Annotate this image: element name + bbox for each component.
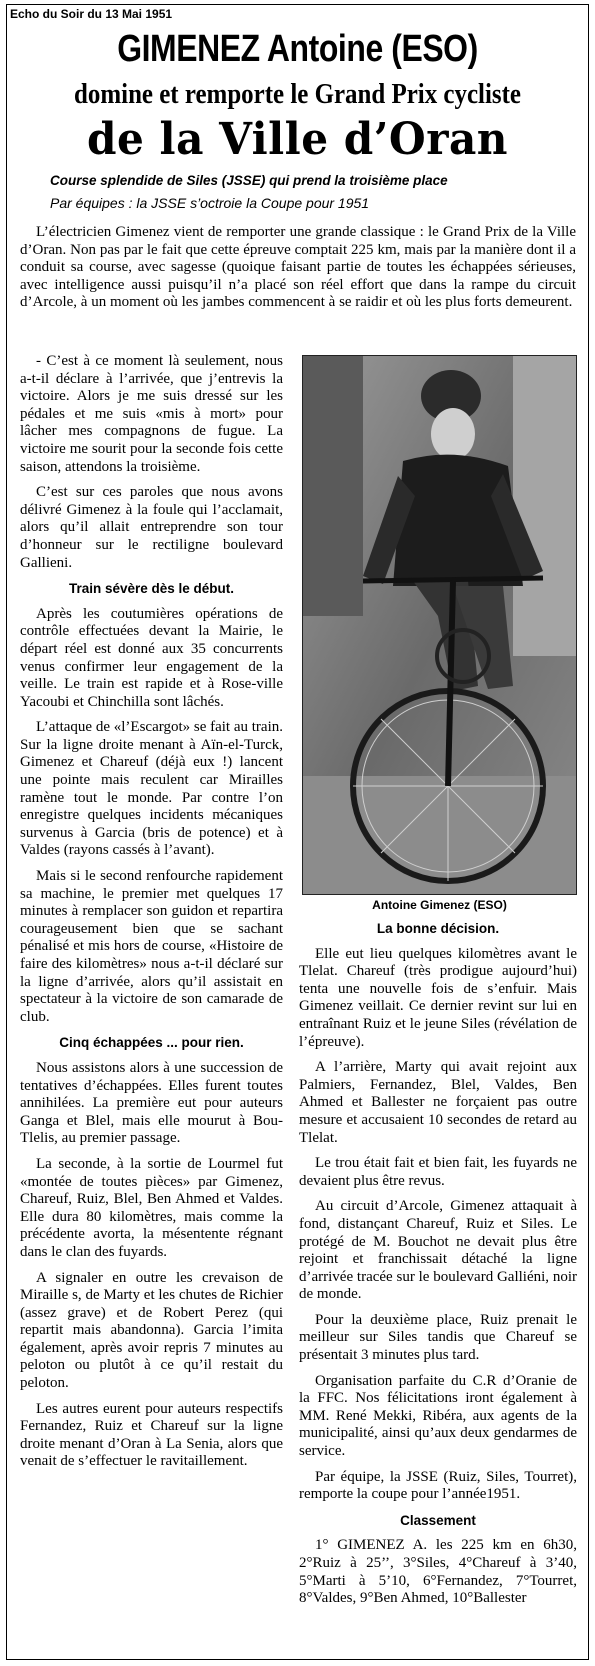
headline-large: de la Ville d’Oran <box>86 114 508 165</box>
paragraph: Organisation parfaite du C.R d’Oranie de la FFC. Nos félicitations iront également à MM. René Mekki, Ribéra, aux agents de la municipalité, ainsi qu’aux deux gendarmes de service. <box>299 1372 577 1460</box>
section-heading: La bonne décision. <box>376 921 500 936</box>
right-column <box>299 918 577 1616</box>
paragraph: Par équipe, la JSSE (Ruiz, Siles, Tourret), remporte la coupe pour l’année1951. <box>299 1468 577 1503</box>
paragraph: A signaler en outre les crevaison de Miraille s, de Marty et les chutes de Richier (assez grave) et de Robert Perez (qui repartit mais abandonna). Garcia l’imita également, après avoir repris 7 minutes au peloton ou plutôt à ce qu’il restait du peloton. <box>20 1269 283 1392</box>
section-heading: Classement <box>400 1512 476 1528</box>
paragraph: Nous assistons alors à une succession de tentatives d’échappées. Elles furent toutes annihilées. La première eut pour auteurs Ganga et Blel, mais elle mourut à Bou-Tlelis, au premier passage. <box>20 1059 283 1147</box>
paragraph: Le trou était fait et bien fait, les fuyards ne devaient plus être revus. <box>299 1155 577 1189</box>
paragraph: - C’est à ce moment là seulement, nous a-t-il déclare à l’arrivée, que j’entrevis la victoire. Alors je me suis dressé sur les pédales et me suis «mis à mort» pour lâcher mes compagnons de fugue. La victoire me sourit pour la seconde fois cette saison, attendons la troisième. <box>20 353 283 475</box>
section-heading: Train sévère dès le début. <box>68 581 235 597</box>
cyclist-photo <box>302 355 577 895</box>
paragraph: Les autres eurent pour auteurs respectifs Fernandez, Ruiz et Chareuf sur la ligne droite menant d’Oran à La Senia, alors que venait de s’effectuer le ravitaillement. <box>20 1400 283 1470</box>
results-list: 1° GIMENEZ A. les 225 km en 6h30, 2°Ruiz à 25’’, 3°Siles, 4°Chareuf à 3’40, 5°Marti à 5’10, 6°Fernandez, 7°Tourret, 8°Valdes, 9°Ben Ahmed, 10°Ballester <box>299 1537 577 1607</box>
left-column <box>20 353 283 1479</box>
paragraph: C’est sur ces paroles que nous avons délivré Gimenez à la foule qui l’acclamait, alors qu’il allait entreprendre son tour d’honneur sur le rectiligne boulevard Gallieni. <box>20 484 283 571</box>
paragraph: Au circuit d’Arcole, Gimenez attaquait à fond, distançant Chareuf, Ruiz et Siles. Le protégé de M. Bouchot ne devait plus être rejoint et franchissait détaché la ligne d’arrivée tracée sur le boulevard Galliéni, noir de monde. <box>299 1198 577 1303</box>
intro-paragraph: L’électricien Gimenez vient de remporter une grande classique : le Grand Prix de la Ville d’Oran. Non pas par le fait que cette épreuve comptait 225 km, mais par la manière dont il a conduit sa course, avec sagesse (quoique faisant partie de toutes les échappées sérieuses, avec intelligence aussi puisqu’il n’a placé son réel effort que dans la rampe du circuit d’Arcole, à un moment où les jambes commencent à se raidir et où les plus forts demeurent. <box>20 224 576 311</box>
paragraph: Après les coutumières opérations de contrôle effectuées devant la Mairie, le départ réel est donné aux 35 concurrents venus confirmer leur engagement de la veille. Le train est rapide et à Rose-ville Yacoubi et Chinchilla sont lâchés. <box>20 605 283 710</box>
paragraph: A l’arrière, Marty qui avait rejoint aux Palmiers, Fernandez, Blel, Valdes, Ben Ahmed et Ballester ne forçaient pas outre mesure et accusaient 10 secondes de retard au Tlelat. <box>299 1059 577 1146</box>
paragraph: Pour la deuxième place, Ruiz prenait le meilleur sur Siles tandis que Chareuf se présentait 3 minutes plus tard. <box>299 1311 577 1364</box>
photo-caption: Antoine Gimenez (ESO) <box>372 898 507 912</box>
newspaper-source: Echo du Soir du 13 Mai 1951 <box>10 7 173 21</box>
headline-main: GIMENEZ Antoine (ESO) <box>117 28 478 70</box>
headline-secondary: domine et remporte le Grand Prix cycliste <box>74 78 521 110</box>
subheadline-1: Course splendide de Siles (JSSE) qui prend la troisième place <box>50 173 448 188</box>
paragraph: La seconde, à la sortie de Lourmel fut «montée de toutes pièces» par Gimenez, Chareuf, Ruiz, Blel, Ben Ahmed et Valdes. Elle dura 80 kilomètres, mais comme la précédente avorta, la mésentente régnant dans le clan des fuyards. <box>20 1155 283 1260</box>
paragraph: L’attaque de «l’Escargot» se fait au train. Sur la ligne droite menant à Aïn-el-Turck, Gimenez et Chareuf (déjà eux !) lancent une pointe mais reculent car Mirailles ramène tout le monde. Par contre l’on enregistre quelques incidents mécaniques survenus à Garcia (bris de potence) et à Valdes (rayons cassés à l’avant). <box>20 719 283 859</box>
paragraph: Elle eut lieu quelques kilomètres avant le Tlelat. Chareuf (très prodigue aujourd’hui) tenta une nouvelle fois de s’enfuir. Mais Gimenez veillait. Ce dernier revint sur lui en entraînant Ruiz et le jeune Siles (révélation de l’épreuve). <box>299 945 577 1050</box>
subheadline-2: Par équipes : la JSSE s’octroie la Coupe pour 1951 <box>50 195 370 211</box>
paragraph: Mais si le second renfourche rapidement sa machine, le premier met quelques 17 minutes à remplacer son guidon et repartira courageusement bien que se sachant pénalisé et mis hors de course, «Histoire de faire des kilomètres» nous a-t-il déclaré sur la ligne d’arrivée, alors qu’il assistait en spectateur à la victoire de son camarade de club. <box>20 868 283 1025</box>
section-heading: Cinq échappées ... pour rien. <box>59 1035 244 1051</box>
